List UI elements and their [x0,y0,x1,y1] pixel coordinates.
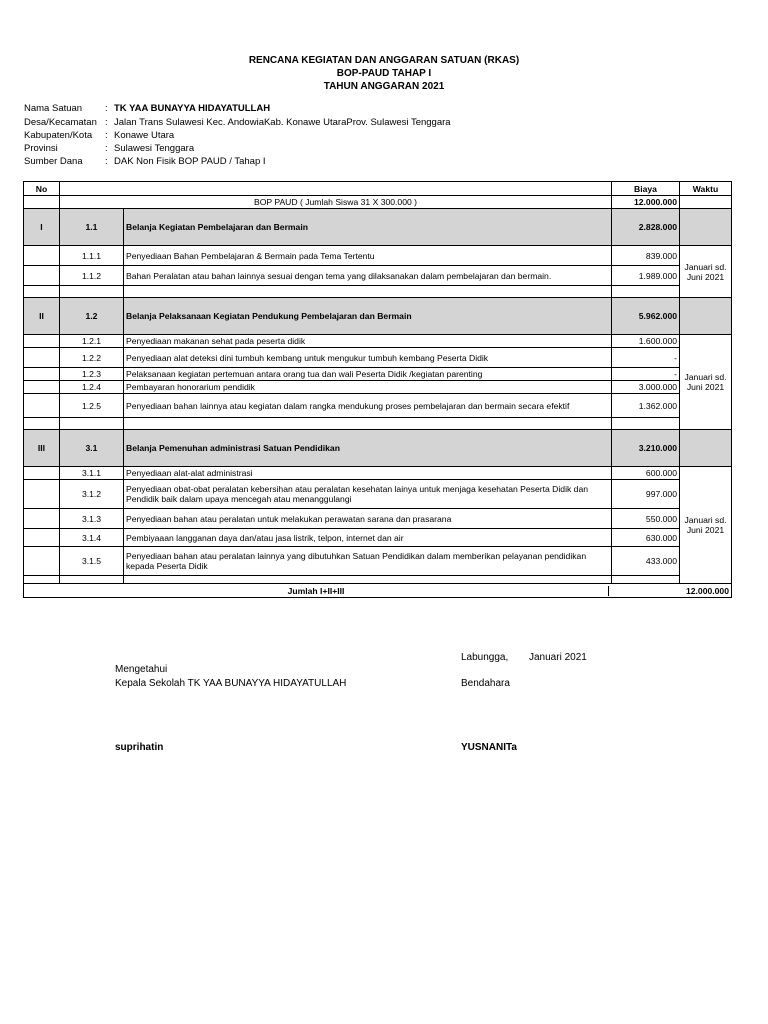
item-biaya: 1.989.000 [612,266,680,286]
table-row [24,368,732,381]
doc-title-line1: RENCANA KEGIATAN DAN ANGGARAN SATUAN (RKAS) [248,55,520,66]
total-biaya: 12.000.000 [680,584,732,598]
item-biaya: 550.000 [612,509,680,529]
section-title: Belanja Kegiatan Pembelajaran dan Bermain [124,209,612,246]
item-desc: Pelaksanaan kegiatan pertemuan antara orang tua dan wali Peserta Didik /kegiatan parenting [124,368,612,381]
table-row [24,394,732,418]
table-row [24,509,732,529]
item-desc: Pembiyaaan langganan daya dan/atau jasa listrik, telpon, internet dan air [124,529,612,547]
section-roman: II [24,298,60,335]
item-desc: Penyediaan bahan atau peralatan lainnya yang dibutuhkan Satuan Pendidikan dalam memberikan pelayanan pendidikan kepada Peserta Didik [124,547,612,576]
sign-left-name: suprihatin [115,742,164,753]
total-row [24,584,732,598]
bop-label: BOP PAUD ( Jumlah Siswa 31 X 300.000 ) [60,196,612,209]
section-biaya: 2.828.000 [612,209,680,246]
item-biaya: 839.000 [612,246,680,266]
doc-title-line3: TAHUN ANGGARAN 2021 [323,81,445,92]
sign-bendahara: Bendahara [461,678,510,689]
total-label: Jumlah I+II+III [287,585,345,596]
rkas-table [23,181,732,598]
sign-date: Januari 2021 [529,652,587,663]
table-row [24,266,732,286]
item-biaya: 433.000 [612,547,680,576]
item-biaya: 630.000 [612,529,680,547]
info-label: Sumber Dana [24,156,83,167]
item-code: 1.2.3 [60,368,124,381]
table-row [24,547,732,576]
waktu-cell: Januari sd. Juni 2021 [680,246,732,298]
item-biaya: 1.362.000 [612,394,680,418]
item-desc: Penyediaan bahan atau peralatan untuk melakukan perawatan sarana dan prasarana [124,509,612,529]
col-header-no: No [24,182,60,196]
col-header-waktu: Waktu [680,182,732,196]
item-code: 1.1.1 [60,246,124,266]
doc-title-line2: BOP-PAUD TAHAP I [336,68,432,79]
item-biaya: - [612,368,680,381]
item-desc: Penyediaan alat-alat administrasi [124,467,612,480]
sign-right-name: YUSNANITa [461,742,517,753]
section-row-III [24,430,732,467]
item-code: 3.1.2 [60,480,124,509]
item-desc: Bahan Peralatan atau bahan lainnya sesuai dengan tema yang dilaksanakan dalam pembelajaran dan bermain. [124,266,612,286]
section-row-II [24,298,732,335]
item-biaya: - [612,348,680,368]
info-label: Provinsi [24,143,58,154]
spacer-row [24,576,732,584]
table-row [24,467,732,480]
section-roman: III [24,430,60,467]
info-value: Konawe Utara [114,130,175,141]
item-desc: Penyediaan alat deteksi dini tumbuh kembang untuk mengukur tumbuh kembang Peserta Didik [124,348,612,368]
section-title: Belanja Pemenuhan administrasi Satuan Pendidikan [124,430,612,467]
info-label: Desa/Kecamatan [24,117,97,128]
table-row [24,348,732,368]
col-header-biaya: Biaya [612,182,680,196]
sign-kepala-sekolah: Kepala Sekolah TK YAA BUNAYYA HIDAYATULLAH [115,678,347,689]
sign-place: Labungga, [461,652,509,663]
section-roman: I [24,209,60,246]
table-row [24,335,732,348]
item-desc: Penyediaan bahan lainnya atau kegiatan dalam rangka mendukung proses pembelajaran dan bermain secara efektif [124,394,612,418]
info-value: DAK Non Fisik BOP PAUD / Tahap I [114,156,266,167]
item-biaya: 3.000.000 [612,381,680,394]
item-code: 1.2.4 [60,381,124,394]
section-biaya: 3.210.000 [612,430,680,467]
item-desc: Penyediaan makanan sehat pada peserta didik [124,335,612,348]
item-code: 3.1.4 [60,529,124,547]
table-row [24,480,732,509]
section-code: 1.1 [60,209,124,246]
item-code: 3.1.3 [60,509,124,529]
table-row [24,381,732,394]
item-desc: Pembayaran honorarium pendidik [124,381,612,394]
sign-mengetahui: Mengetahui [115,664,168,675]
bop-biaya: 12.000.000 [612,196,680,209]
spacer-row [24,286,732,298]
item-code: 1.2.2 [60,348,124,368]
section-code: 3.1 [60,430,124,467]
info-value: Jalan Trans Sulawesi Kec. AndowiaKab. Konawe UtaraProv. Sulawesi Tenggara [114,117,451,128]
waktu-cell: Januari sd. Juni 2021 [680,467,732,584]
bop-row [24,196,732,209]
item-code: 1.2.1 [60,335,124,348]
section-biaya: 5.962.000 [612,298,680,335]
info-label: Nama Satuan [24,103,83,114]
table-row [24,529,732,547]
table-row [24,246,732,266]
item-code: 3.1.5 [60,547,124,576]
spacer-row [24,418,732,430]
item-biaya: 600.000 [612,467,680,480]
item-code: 3.1.1 [60,467,124,480]
waktu-cell: Januari sd. Juni 2021 [680,335,732,430]
item-desc: Penyediaan obat-obat peralatan kebersihan atau peralatan kesehatan lainya untuk menjaga kesehatan Peserta Didik dan Pendidik baik dalam upaya mencegah atau menanggulangi [124,480,612,509]
item-code: 1.1.2 [60,266,124,286]
item-biaya: 997.000 [612,480,680,509]
item-code: 1.2.5 [60,394,124,418]
info-label: Kabupaten/Kota [24,130,93,141]
table-header-row [24,182,732,196]
item-desc: Penyediaan Bahan Pembelajaran & Bermain pada Tema Tertentu [124,246,612,266]
info-value: TK YAA BUNAYYA HIDAYATULLAH [114,103,271,114]
section-code: 1.2 [60,298,124,335]
section-row-I [24,209,732,246]
item-biaya: 1.600.000 [612,335,680,348]
info-value: Sulawesi Tenggara [114,143,195,154]
section-title: Belanja Pelaksanaan Kegiatan Pendukung Pembelajaran dan Bermain [124,298,612,335]
